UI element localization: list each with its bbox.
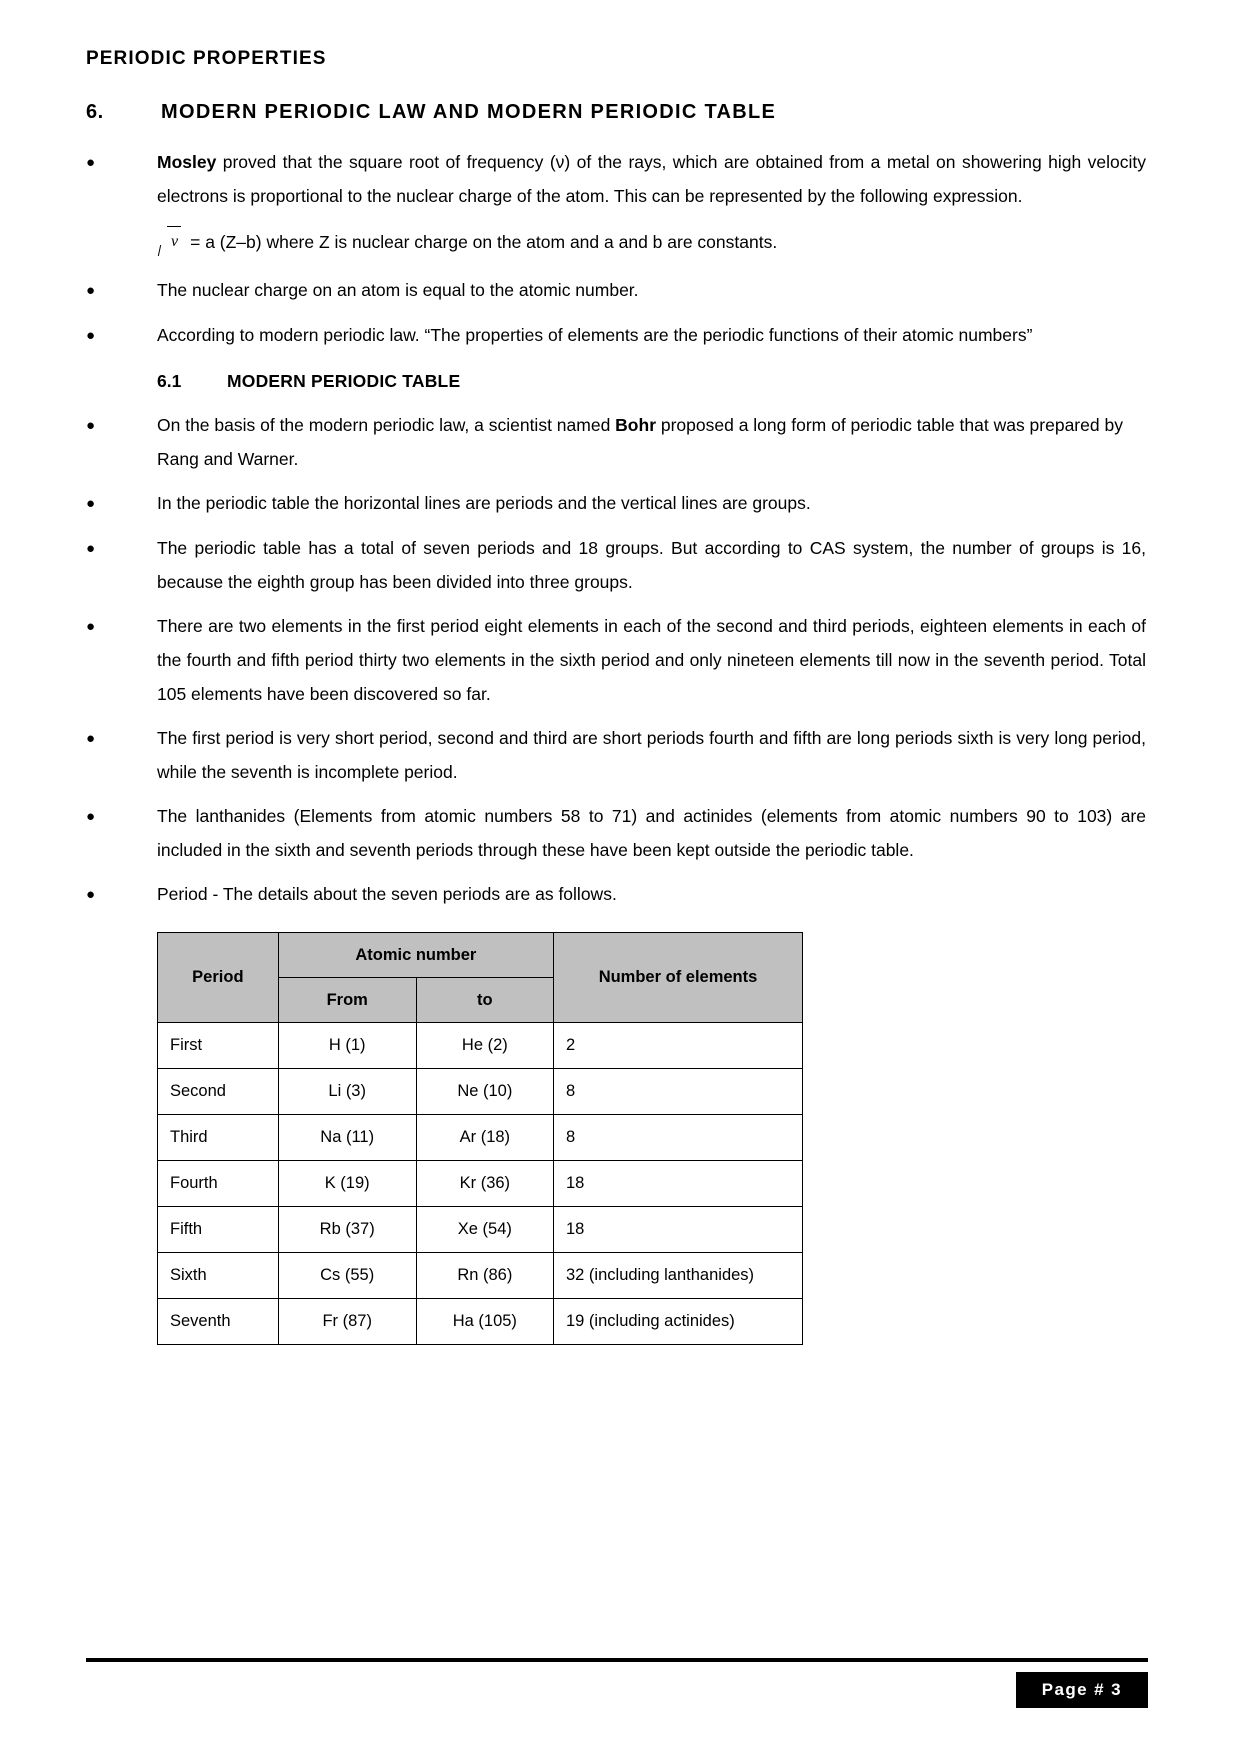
table-row: [158, 1207, 803, 1253]
emphasis-mosley: Mosley: [157, 152, 217, 172]
list-item: [86, 408, 1146, 476]
list-item: [86, 145, 1146, 213]
bullet-text: There are two elements in the first period eight elements in each of the second and third periods, eighteen elements in each of the fourth and fifth period thirty two elements in the sixth period and only nineteen elements till now in the seventh period. Total 105 elements have been discovered so far.: [157, 616, 1146, 704]
list-item: [86, 486, 1146, 521]
cell-period: Fourth: [158, 1161, 279, 1207]
bullet-text: [157, 145, 1146, 213]
cell-from: Cs (55): [278, 1253, 416, 1299]
cell-from: Li (3): [278, 1069, 416, 1115]
list-item: [86, 318, 1146, 353]
bullet-glyph: ●: [86, 808, 96, 825]
table-row: [158, 1161, 803, 1207]
list-item: [86, 609, 1146, 711]
bullet-text-post: proposed a long form of periodic table that was prepared by Rang and Warner.: [157, 415, 1123, 469]
bullet-glyph: ●: [86, 417, 96, 434]
cell-period: Second: [158, 1069, 279, 1115]
column-header-number-of-elements: Number of elements: [554, 933, 803, 1023]
bullet-icon: [86, 799, 157, 834]
cell-to: Kr (36): [416, 1161, 553, 1207]
cell-period: Fifth: [158, 1207, 279, 1253]
bullet-icon: [86, 531, 157, 566]
cell-count: 19 (including actinides): [554, 1299, 803, 1345]
cell-from: K (19): [278, 1161, 416, 1207]
bullet-text: The lanthanides (Elements from atomic numbers 58 to 71) and actinides (elements from atomic numbers 90 to 103) are included in the sixth and seventh periods through these have been kept outside the periodic table.: [157, 806, 1146, 860]
cell-to: He (2): [416, 1023, 553, 1069]
list-item: [86, 531, 1146, 599]
cell-period: Seventh: [158, 1299, 279, 1345]
cell-from: Na (11): [278, 1115, 416, 1161]
formula-text: = a (Z–b) where Z is nuclear charge on the atom and a and b are constants.: [190, 232, 778, 252]
bullet-text: According to modern periodic law. “The properties of elements are the periodic functions of their atomic numbers”: [157, 325, 1033, 345]
cell-count: 8: [554, 1115, 803, 1161]
subsection-indent: [86, 371, 157, 392]
periods-table-wrapper: [157, 932, 1146, 1345]
cell-count: 8: [554, 1069, 803, 1115]
bullet-glyph: ●: [86, 495, 96, 512]
bullet-text: The periodic table has a total of seven periods and 18 groups. But according to CAS system, the number of groups is 16, because the eighth group has been divided into three groups.: [157, 538, 1146, 592]
bullet-icon: [86, 145, 157, 180]
subsection-heading: [86, 371, 1146, 392]
cell-count: 2: [554, 1023, 803, 1069]
bullet-text: In the periodic table the horizontal lines are periods and the vertical lines are groups.: [157, 493, 811, 513]
table-body: [158, 1023, 803, 1345]
emphasis-bohr: Bohr: [615, 415, 656, 435]
bullet-glyph: ●: [86, 154, 96, 171]
formula-body: [157, 225, 777, 259]
formula-line: [86, 225, 1146, 259]
cell-count: 18: [554, 1207, 803, 1253]
chapter-title: MODERN PERIODIC LAW AND MODERN PERIODIC TABLE: [161, 101, 777, 123]
bullet-text-pre: On the basis of the modern periodic law, a scientist named: [157, 415, 616, 435]
table-row: [158, 1023, 803, 1069]
bullet-glyph: ●: [86, 540, 96, 557]
cell-count: 32 (including lanthanides): [554, 1253, 803, 1299]
bullet-icon: [86, 408, 157, 443]
bullet-icon: [86, 609, 157, 644]
list-item: [86, 273, 1146, 308]
bullet-text: The nuclear charge on an atom is equal to the atomic number.: [157, 280, 639, 300]
column-header-from: From: [278, 978, 416, 1023]
bullet-icon: [86, 273, 157, 308]
column-header-to: to: [416, 978, 553, 1023]
cell-to: Rn (86): [416, 1253, 553, 1299]
cell-from: Rb (37): [278, 1207, 416, 1253]
bullet-glyph: ●: [86, 282, 96, 299]
cell-to: Ar (18): [416, 1115, 553, 1161]
periods-table: [157, 932, 803, 1345]
cell-period: First: [158, 1023, 279, 1069]
bullet-text-rest: proved that the square root of frequency (ν) of the rays, which are obtained from a metal on showering high velocity electrons is proportional to the nuclear charge of the atom. This can be represented by the following expression.: [157, 152, 1146, 206]
document-body: [86, 145, 1146, 1345]
bullet-icon: [86, 877, 157, 912]
bullet-glyph: ●: [86, 730, 96, 747]
cell-period: Sixth: [158, 1253, 279, 1299]
subsection-number: 6.1: [157, 371, 182, 391]
column-header-atomic-number: Atomic number: [278, 933, 553, 978]
cell-to: Ha (105): [416, 1299, 553, 1345]
square-root-icon: ν: [157, 225, 181, 259]
cell-to: Ne (10): [416, 1069, 553, 1115]
footer-divider: [86, 1658, 1148, 1662]
bullet-icon: [86, 721, 157, 756]
chapter-number: 6.: [86, 101, 104, 123]
bullet-glyph: ●: [86, 618, 96, 635]
running-head: PERIODIC PROPERTIES: [86, 48, 327, 69]
bullet-icon: [86, 318, 157, 353]
bullet-glyph: ●: [86, 327, 96, 344]
page-number-badge: Page # 3: [1016, 1672, 1148, 1708]
cell-period: Third: [158, 1115, 279, 1161]
bullet-text: Period - The details about the seven periods are as follows.: [157, 884, 617, 904]
list-item: [86, 721, 1146, 789]
chapter-heading: [86, 101, 1146, 124]
bullet-glyph: ●: [86, 886, 96, 903]
table-row: [158, 1253, 803, 1299]
bullet-icon: [86, 486, 157, 521]
list-item: [86, 877, 1146, 912]
cell-from: H (1): [278, 1023, 416, 1069]
column-header-period: Period: [158, 933, 279, 1023]
cell-to: Xe (54): [416, 1207, 553, 1253]
cell-from: Fr (87): [278, 1299, 416, 1345]
table-row: [158, 1115, 803, 1161]
table-row: [158, 1069, 803, 1115]
list-item: [86, 799, 1146, 867]
table-header-row: [158, 933, 803, 978]
table-row: [158, 1299, 803, 1345]
cell-count: 18: [554, 1161, 803, 1207]
bullet-text: [157, 408, 1146, 476]
bullet-text: The first period is very short period, second and third are short periods fourth and fifth are long periods sixth is very long period, while the seventh is incomplete period.: [157, 728, 1146, 782]
table-head: [158, 933, 803, 1023]
subsection-title: MODERN PERIODIC TABLE: [227, 371, 461, 391]
